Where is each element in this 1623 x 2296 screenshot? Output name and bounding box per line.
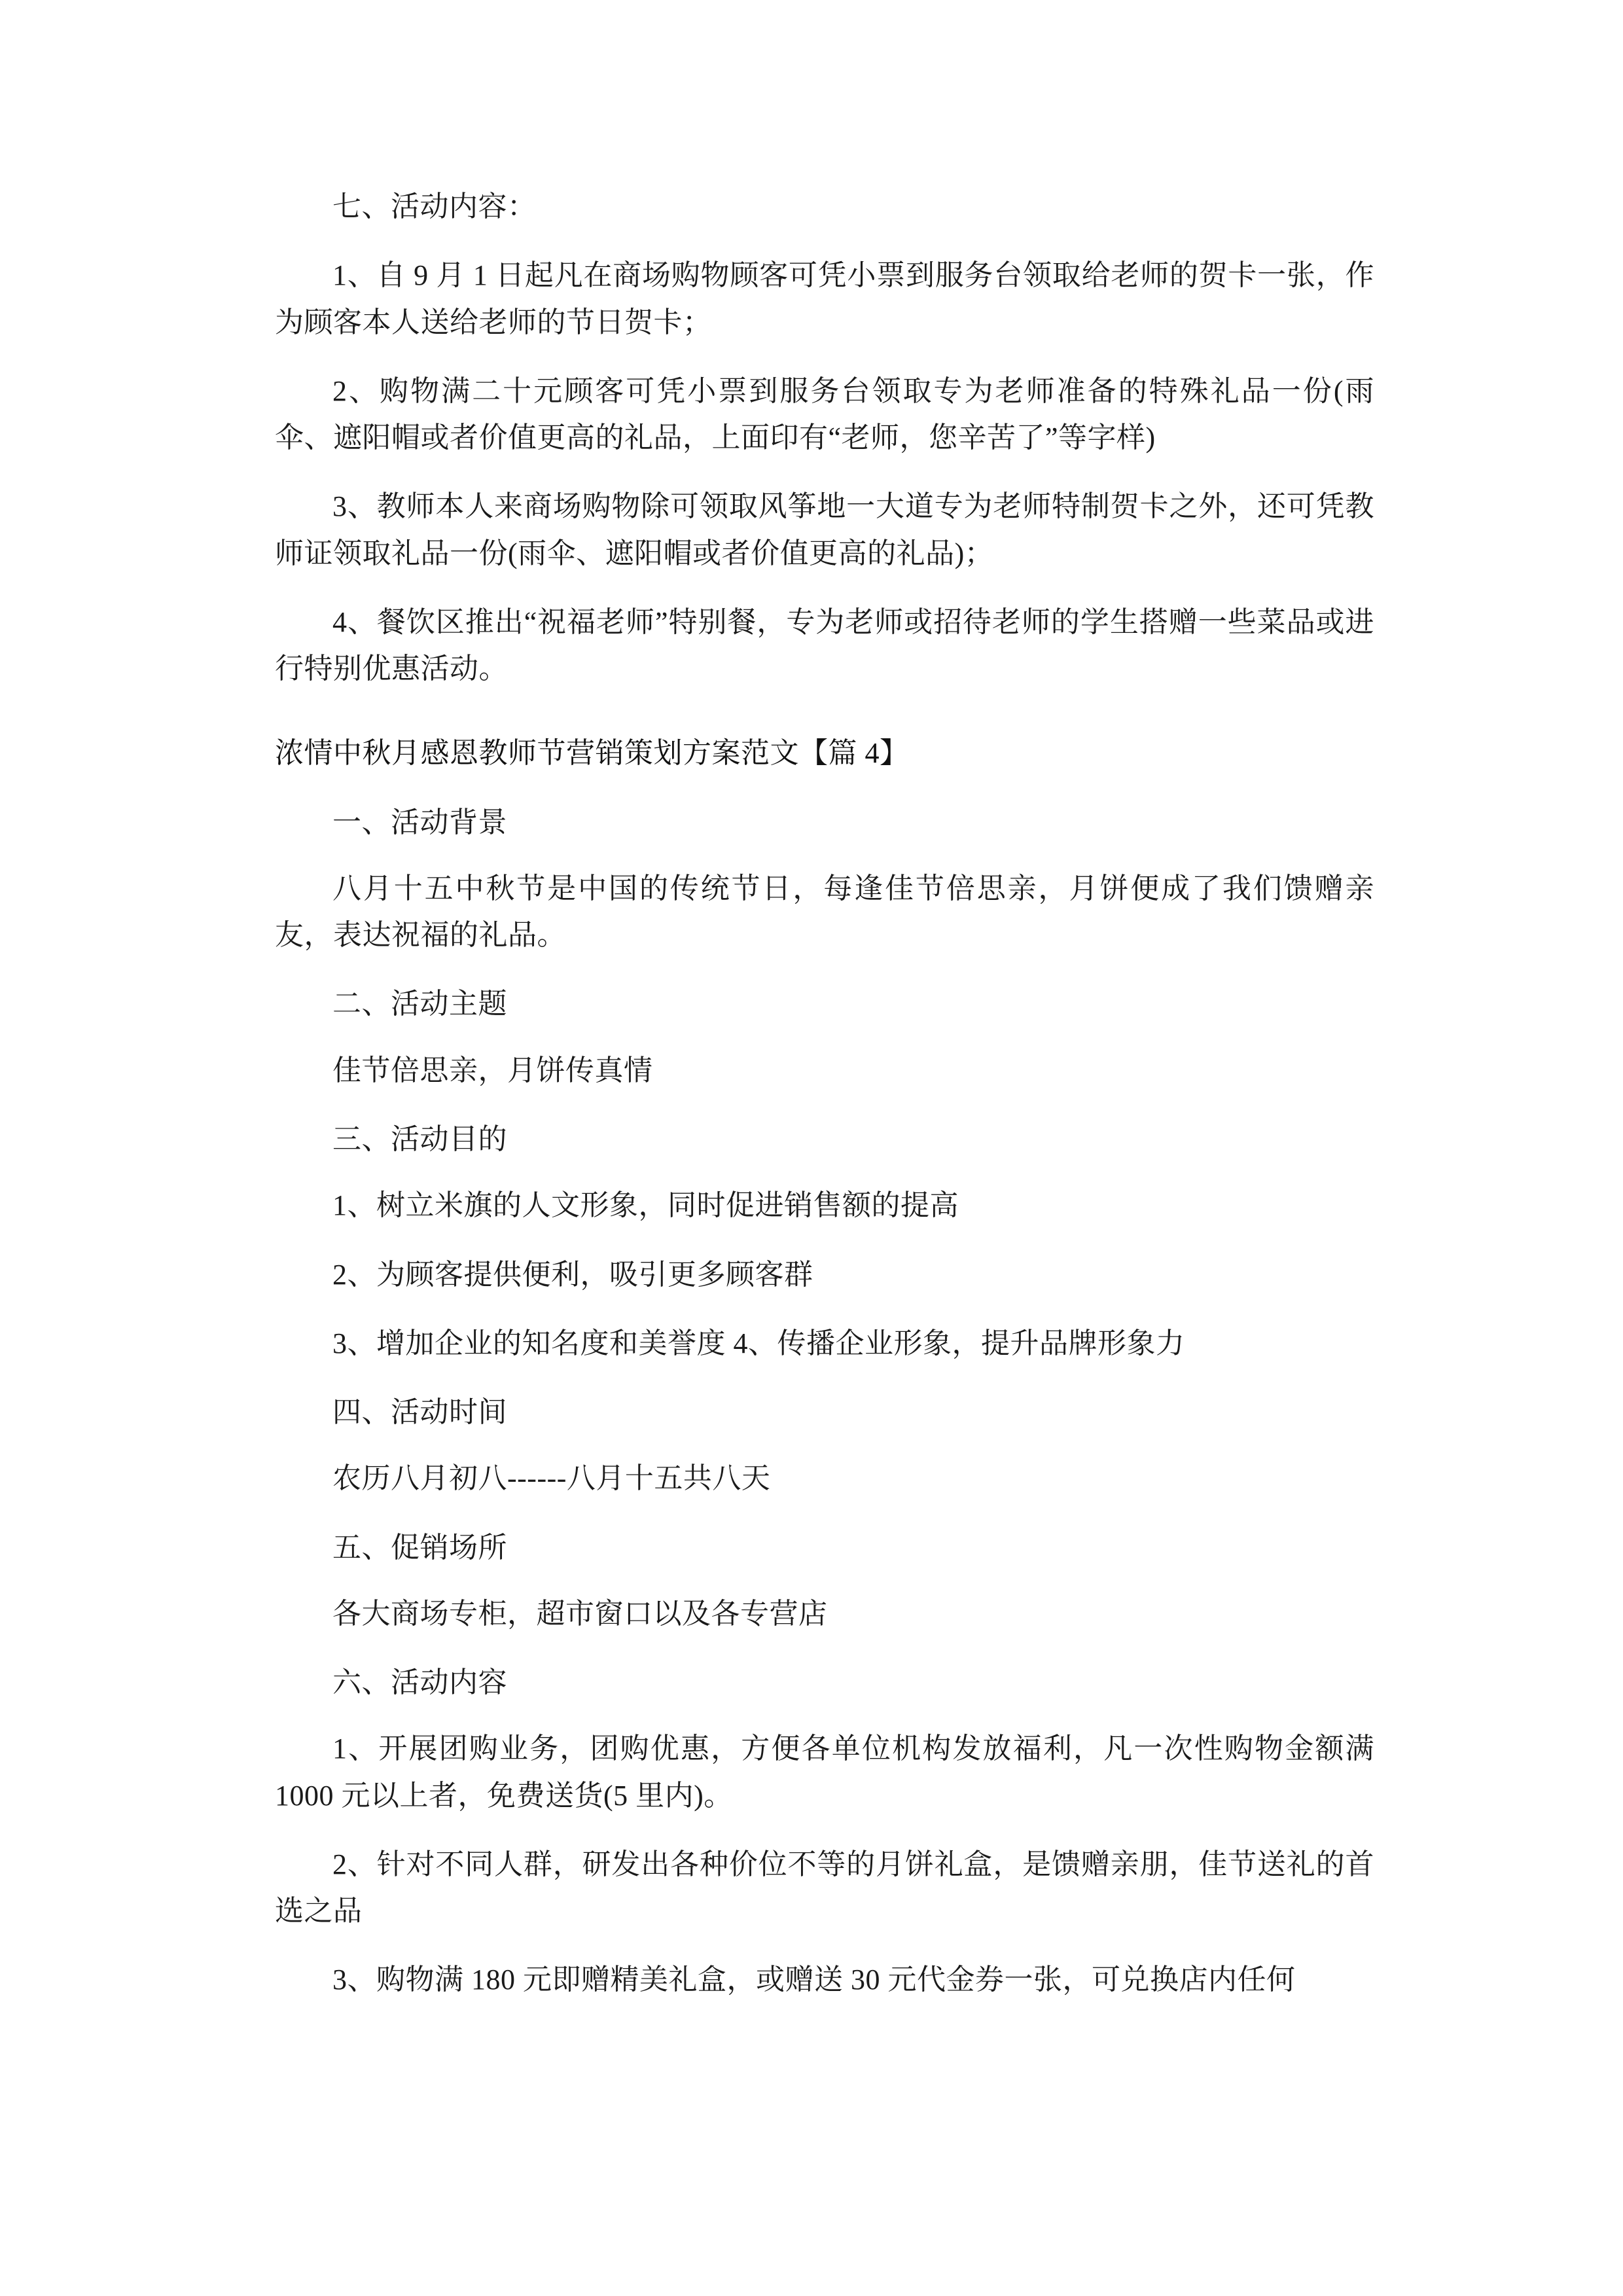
section-heading-activity-content: 七、活动内容： [332,190,537,223]
paragraph-background-body: 八月十五中秋节是中国的传统节日，每逢佳节倍思亲，月饼便成了我们馈赠亲友，表达祝福的礼品。 [275,872,1374,952]
section-heading-location: 五、促销场所 [332,1531,507,1564]
section-heading-content: 六、活动内容 [332,1666,507,1699]
section-heading-purpose: 三、活动目的 [332,1122,507,1155]
paragraph-purpose-1: 1、树立米旗的人文形象，同时促进销售额的提高 [332,1189,959,1222]
paragraph-purpose-2: 2、为顾客提供便利，吸引更多顾客群 [332,1258,813,1291]
paragraph-item-4: 4、餐饮区推出“祝福老师”特别餐，专为老师或招待老师的学生搭赠一些菜品或进行特别优惠活动。 [275,605,1374,685]
paragraph-item-2: 2、购物满二十元顾客可凭小票到服务台领取专为老师准备的特殊礼品一份(雨伞、遮阳帽或者价值更高的礼品，上面印有“老师，您辛苦了”等字样) [275,374,1374,454]
paragraph-time-body: 农历八月初八------八月十五共八天 [332,1462,771,1495]
paragraph-theme-body: 佳节倍思亲，月饼传真情 [332,1054,653,1086]
paragraph-content-1: 1、开展团购业务，团购优惠，方便各单位机构发放福利，凡一次性购物金额满 1000 元以上者，免费送货(5 里内)。 [275,1732,1374,1812]
paragraph-content-2: 2、针对不同人群，研发出各种价位不等的月饼礼盒，是馈赠亲朋，佳节送礼的首选之品 [275,1848,1374,1928]
paragraph-location-body: 各大商场专柜，超市窗口以及各专营店 [332,1597,828,1630]
section-heading-background: 一、活动背景 [332,806,507,838]
section-heading-theme: 二、活动主题 [332,988,507,1020]
paragraph-content-3: 3、购物满 180 元即赠精美礼盒，或赠送 30 元代金券一张，可兑换店内任何 [332,1964,1296,1996]
paragraph-item-3: 3、教师本人来商场购物除可领取风筝地一大道专为老师特制贺卡之外，还可凭教师证领取礼品一份(雨伞、遮阳帽或者价值更高的礼品)； [275,490,1374,569]
article-title-sample-4: 浓情中秋月感恩教师节营销策划方案范文【篇 4】 [275,737,909,770]
section-heading-time: 四、活动时间 [332,1396,507,1429]
paragraph-purpose-3: 3、增加企业的知名度和美誉度 4、传播企业形象，提升品牌形象力 [332,1327,1185,1359]
document-body [275,183,1374,2026]
paragraph-item-1: 1、自 9 月 1 日起凡在商场购物顾客可凭小票到服务台领取给老师的贺卡一张，作为顾客本人送给老师的节日贺卡； [275,259,1374,338]
